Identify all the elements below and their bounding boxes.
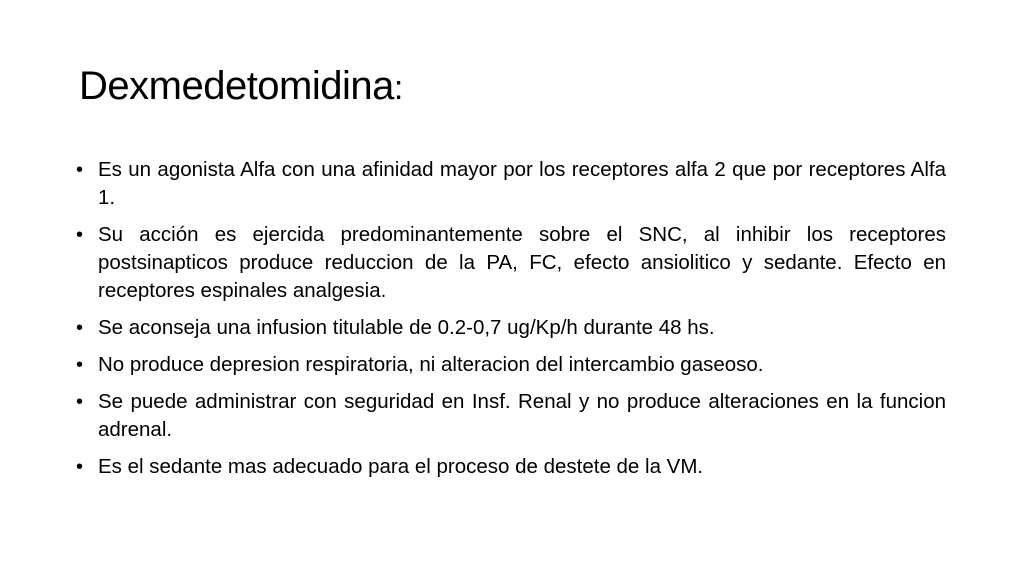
bullet-text: Es el sedante mas adecuado para el proceso de destete de la VM. (98, 455, 704, 478)
bullet-item (76, 314, 946, 342)
slide-title (79, 60, 403, 114)
bullet-text: Se aconseja una infusion titulable de 0.2-0,7 ug/Kp/h durante 48 hs. (98, 316, 715, 339)
bullet-text: Se puede administrar con seguridad en Insf. Renal y no produce alteraciones en la funcion adrenal. (98, 390, 946, 441)
bullet-item (76, 453, 946, 481)
bullet-dot-icon: • (76, 391, 84, 413)
bullet-text: No produce depresion respiratoria, ni alteracion del intercambio gaseoso. (98, 353, 764, 376)
bullet-text: Es un agonista Alfa con una afinidad mayor por los receptores alfa 2 que por receptores Alfa 1. (98, 158, 946, 209)
bullet-dot-icon: • (76, 354, 84, 376)
bullet-dot-icon: • (76, 317, 84, 339)
bullet-item (76, 221, 946, 305)
bullet-text: Su acción es ejercida predominantemente sobre el SNC, al inhibir los receptores postsinapticos produce reduccion de la PA, FC, efecto ansiolitico y sedante. Efecto en receptores espinales analgesia. (98, 223, 946, 302)
bullet-dot-icon: • (76, 224, 84, 246)
bullet-dot-icon: • (76, 159, 84, 181)
slide-title-colon: : (393, 69, 403, 107)
bullet-dot-icon: • (76, 456, 84, 478)
bullet-item (76, 351, 946, 379)
bullet-item (76, 388, 946, 444)
slide-title-text: Dexmedetomidina (79, 64, 394, 108)
bullet-item (76, 156, 946, 212)
bullet-list (76, 156, 946, 490)
